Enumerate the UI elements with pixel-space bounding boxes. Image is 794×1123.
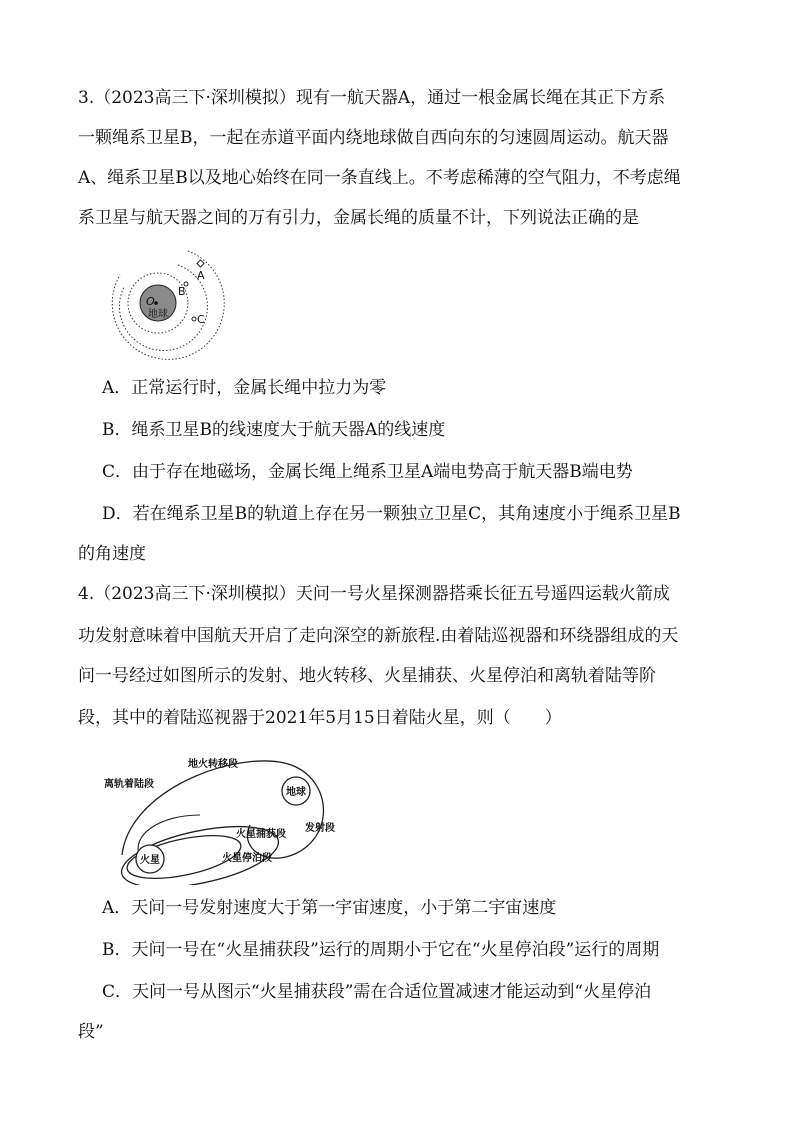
q4-option-b: B．天问一号在“火星捕获段”运行的周期小于它在“火星停泊段”运行的周期 bbox=[102, 940, 660, 960]
label-earth-q4: 地球 bbox=[286, 787, 306, 798]
q4-line-1: 4.（2023高三下·深圳模拟）天问一号火星探测器搭乘长征五号遥四运载火箭成 bbox=[78, 584, 670, 604]
q4-line-4: 段，其中的着陆巡视器于2021年5月15日着陆火星，则（ ） bbox=[78, 708, 562, 728]
q3-orbit-figure bbox=[100, 245, 230, 365]
label-transfer: 地火转移段 bbox=[188, 759, 238, 770]
spacecraft-a-icon bbox=[197, 260, 204, 267]
label-a: A bbox=[197, 269, 205, 282]
label-parking: 火星停泊段 bbox=[222, 853, 272, 864]
label-capture: 火星捕获段 bbox=[236, 829, 286, 840]
label-c: C bbox=[197, 313, 205, 326]
q4-option-c-continued: 段” bbox=[78, 1022, 104, 1042]
q4-line-3: 问一号经过如图所示的发射、地火转移、火星捕获、火星停泊和离轨着陆等阶 bbox=[78, 666, 656, 686]
q3-line-1: 3.（2023高三下·深圳模拟）现有一航天器A，通过一根金属长绳在其正下方系 bbox=[78, 88, 666, 108]
q3-line-3: A、绳系卫星B以及地心始终在同一条直线上。不考虑稀薄的空气阻力，不考虑绳 bbox=[78, 168, 681, 188]
q3-option-b: B．绳系卫星B的线速度大于航天器A的线速度 bbox=[102, 420, 446, 440]
q3-option-a: A．正常运行时，金属长绳中拉力为零 bbox=[102, 378, 387, 398]
earth-center-dot bbox=[154, 301, 158, 305]
q4-option-c: C．天问一号从图示“火星捕获段”需在合适位置减速才能运动到“火星停泊 bbox=[102, 982, 652, 1002]
satellite-c-icon bbox=[192, 317, 196, 321]
q3-option-d-continued: 的角速度 bbox=[78, 544, 146, 564]
label-deorbit: 离轨着陆段 bbox=[104, 779, 154, 790]
label-o: O bbox=[146, 295, 155, 308]
label-b: B bbox=[178, 285, 186, 298]
q4-option-a: A．天问一号发射速度大于第一宇宙速度，小于第二宇宙速度 bbox=[102, 898, 557, 918]
q3-option-d: D．若在绳系卫星B的轨道上存在另一颗独立卫星C，其角速度小于绳系卫星B bbox=[102, 504, 681, 524]
earth-mars-transfer-path bbox=[122, 761, 323, 858]
label-mars: 火星 bbox=[140, 855, 160, 866]
q3-option-c: C．由于存在地磁场，金属长绳上绳系卫星A端电势高于航天器B端电势 bbox=[102, 462, 633, 482]
label-earth: 地球 bbox=[148, 309, 168, 320]
q3-line-2: 一颗绳系卫星B，一起在赤道平面内绕地球做自西向东的匀速圆周运动。航天器 bbox=[78, 128, 669, 148]
label-launch: 发射段 bbox=[305, 823, 335, 834]
q4-line-2: 功发射意味着中国航天开启了走向深空的新旅程.由着陆巡视器和环绕器组成的天 bbox=[78, 626, 679, 646]
q4-trajectory-figure bbox=[100, 745, 340, 885]
q3-line-4: 系卫星与航天器之间的万有引力，金属长绳的质量不计，下列说法正确的是 bbox=[78, 208, 639, 228]
